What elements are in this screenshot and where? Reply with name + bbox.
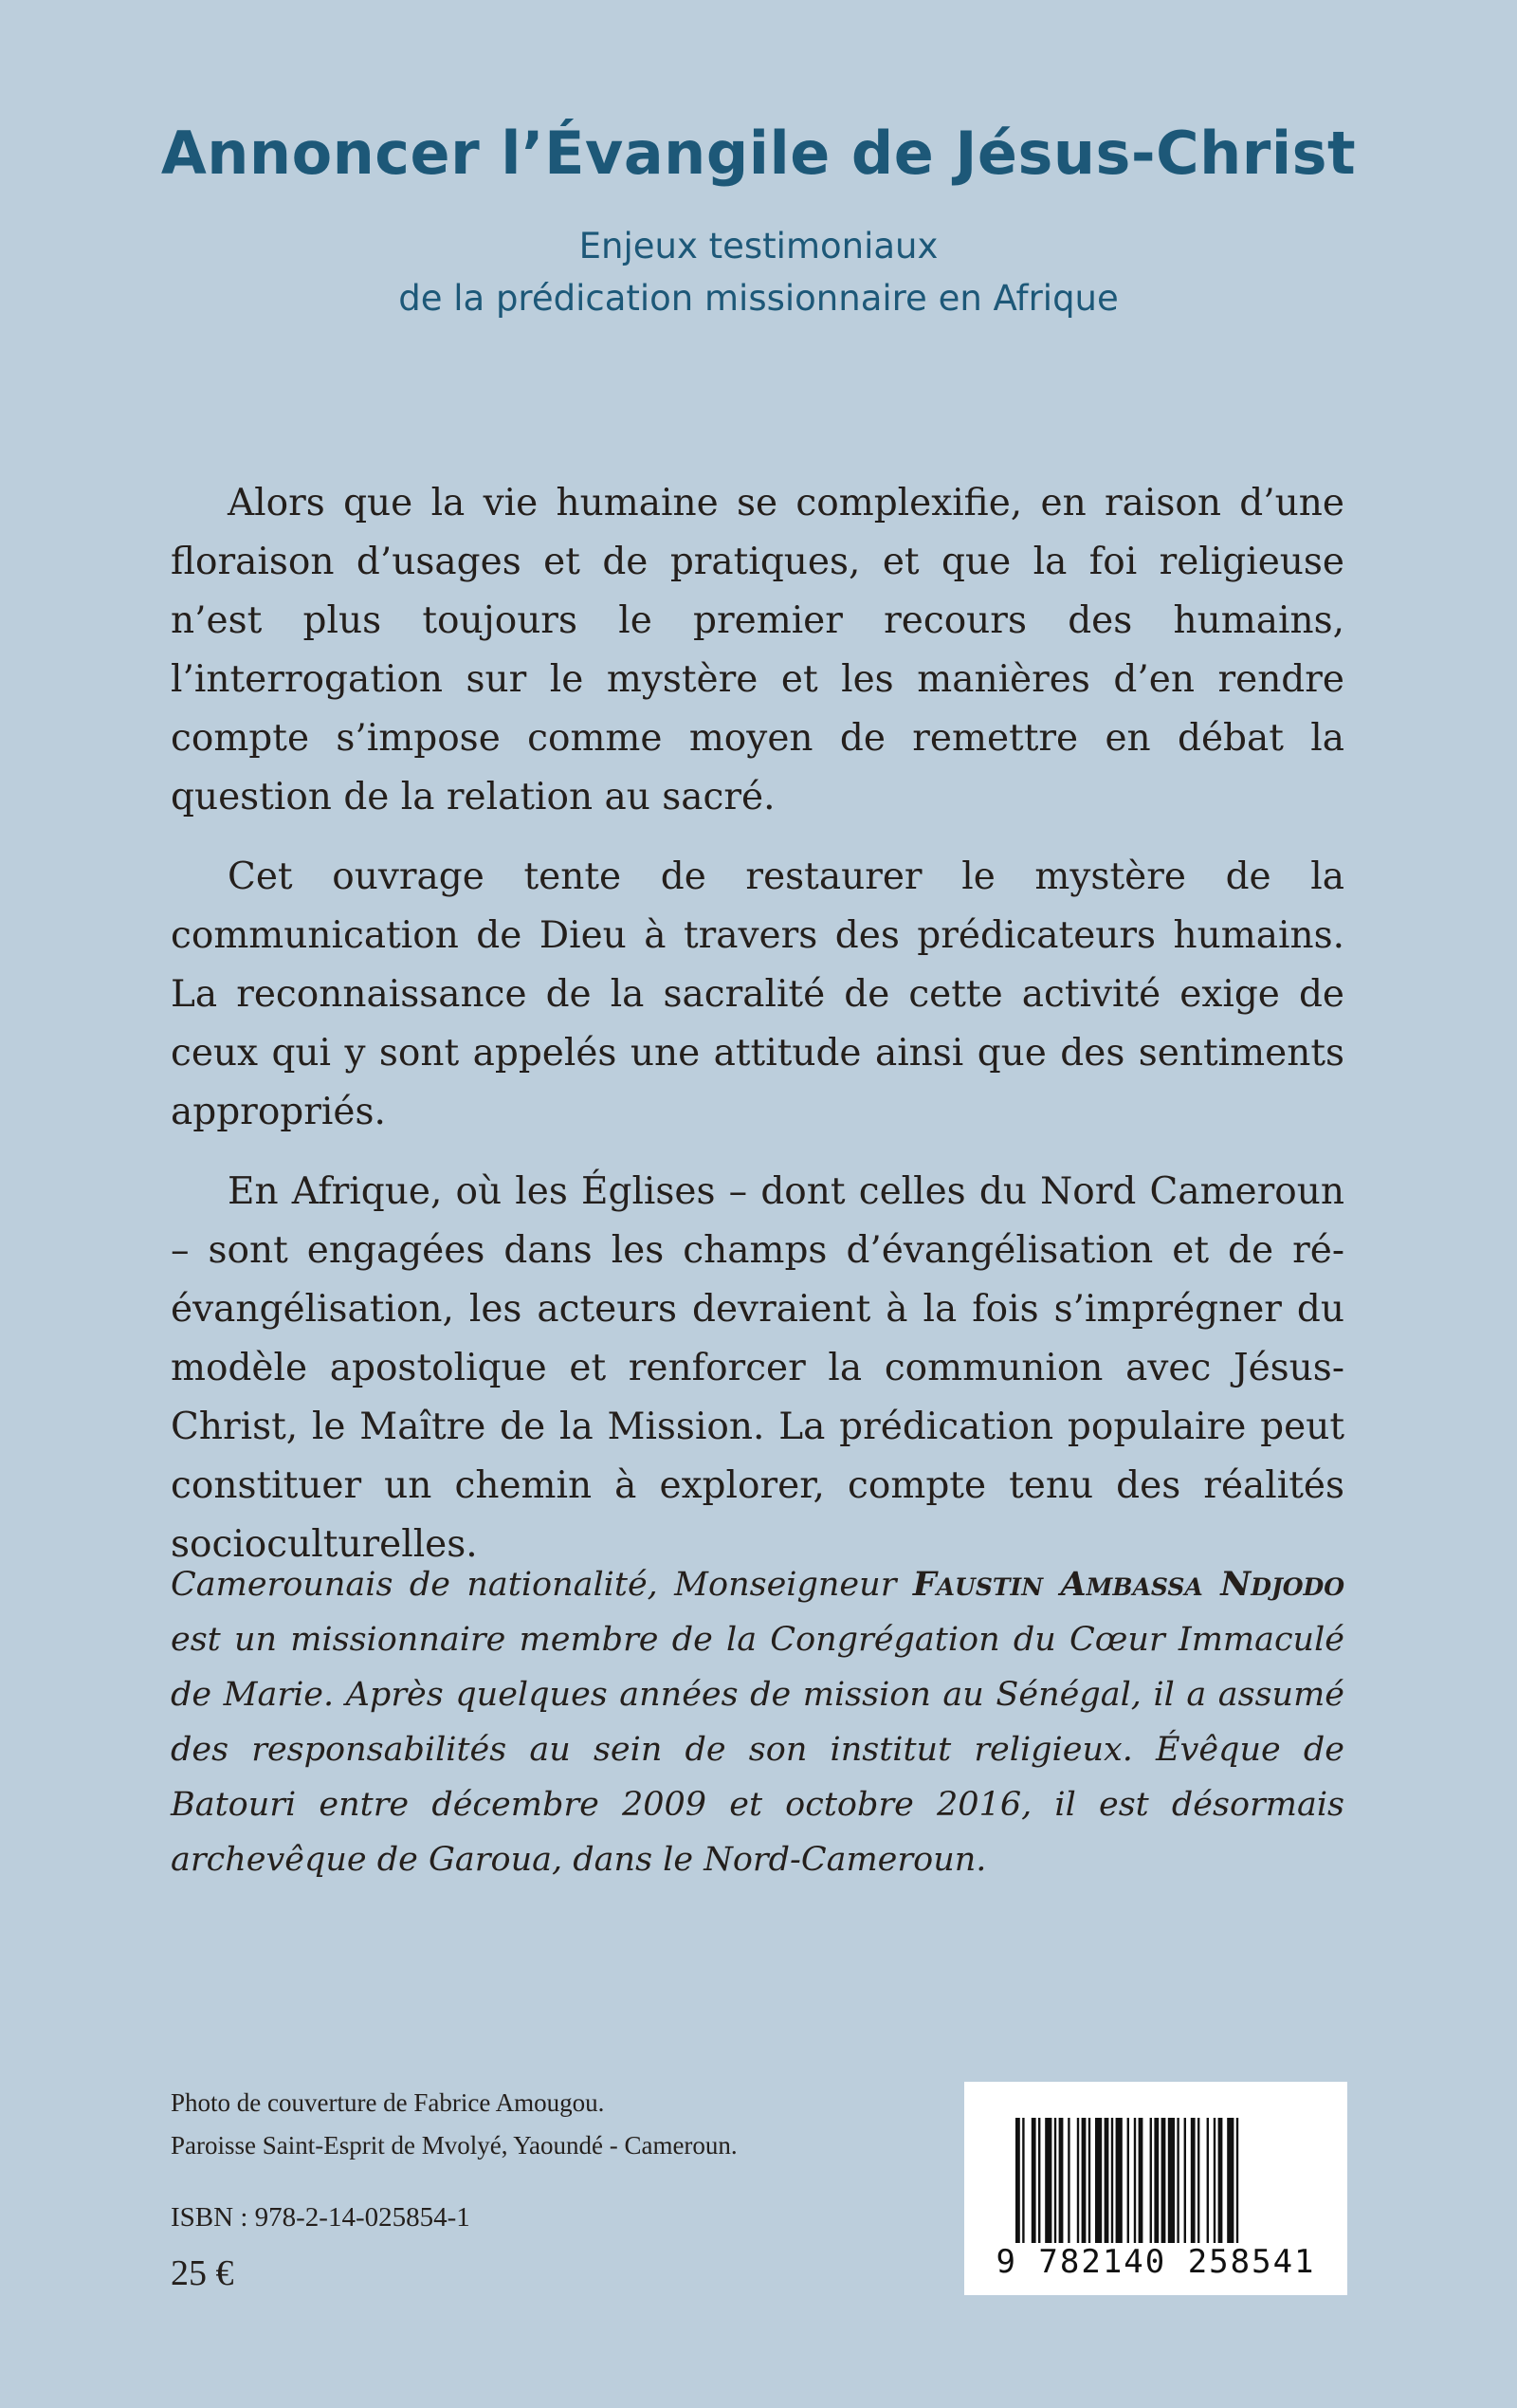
barcode-bar (1045, 2118, 1051, 2243)
barcode-bar (1168, 2118, 1175, 2243)
blurb-paragraph-2: Cet ouvrage tente de restaurer le mystère de la communication de Dieu à travers des prédicateurs humains. La reconnaissance de la sacralité de cette activité exige de ceux qui y sont appelés une attitude ainsi que des sentiments appropriés. (171, 855, 1344, 1133)
barcode-bar (1197, 2118, 1199, 2243)
barcode-bar (1227, 2118, 1234, 2243)
book-title: Annoncer l’Évangile de Jésus-Christ (160, 119, 1357, 188)
barcode-bar (1038, 2118, 1040, 2243)
barcode-bar (1059, 2118, 1064, 2243)
barcode-bars (1015, 2118, 1296, 2243)
subtitle-line-2: de la prédication missionnaire en Afrique (398, 278, 1119, 319)
barcode-bar (1105, 2118, 1109, 2243)
barcode-bar (1116, 2118, 1123, 2243)
barcode-bar (1068, 2118, 1069, 2243)
blurb-paragraph-1: Alors que la vie humaine se complexifie, en raison d’une floraison d’usages et de pratiques, et que la foi religieuse n’est plus toujours le premier recours des humains, l’interrogation sur le mystère et les manières d’en rendre compte s’impose comme moyen de remettre en débat la question de la relation au sacré. (171, 482, 1344, 818)
barcode-bar (1032, 2118, 1036, 2243)
credits-line-2: Paroisse Saint-Esprit de Mvolyé, Yaoundé - Cameroun. (171, 2131, 738, 2160)
barcode-bar (1054, 2118, 1056, 2243)
author-name: Faustin Ambassa Ndjodo (912, 1565, 1345, 1604)
barcode-bar (1022, 2118, 1024, 2243)
credits-line-1: Photo de couverture de Fabrice Amougou. (171, 2088, 605, 2117)
barcode-bar (1218, 2118, 1223, 2243)
bio-intro: Camerounais de nationalité, Monseigneur (171, 1566, 913, 1604)
barcode-bar (1134, 2118, 1136, 2243)
barcode-bar (1127, 2118, 1129, 2243)
price: 25 € (171, 2253, 234, 2293)
blurb-paragraph-3: En Afrique, où les Églises – dont celles du Nord Cameroun – sont engagées dans les champs d’évangélisation et de ré-évangélisation, les acteurs devraient à la fois s’imprégner du modèle apostolique et renforcer la communion avec Jésus-Christ, le Maître de la Mission. La prédication populaire peut constituer un chemin à explorer, compte tenu des réalités socioculturelles. (171, 1170, 1344, 1566)
barcode-bar (1207, 2118, 1209, 2243)
barcode-bar (1154, 2118, 1159, 2243)
barcode-bar (1139, 2118, 1143, 2243)
barcode-bar (1177, 2118, 1179, 2243)
barcode-bar (1214, 2118, 1215, 2243)
barcode-digits: 9 782140 258541 (996, 2243, 1316, 2281)
barcode-bar (1150, 2118, 1152, 2243)
isbn: ISBN : 978-2-14-025854-1 (171, 2202, 470, 2233)
barcode-bar (1111, 2118, 1113, 2243)
blurb (171, 474, 1344, 1595)
barcode-bar (1161, 2118, 1166, 2243)
barcode-bar (1184, 2118, 1186, 2243)
barcode-bar (1082, 2118, 1087, 2243)
subtitle-line-1: Enjeux testimoniaux (578, 226, 939, 267)
barcode-bar (1015, 2118, 1020, 2243)
author-bio (171, 1557, 1344, 1887)
barcode-bar (1191, 2118, 1196, 2243)
book-subtitle (0, 220, 1517, 324)
barcode-bar (1236, 2118, 1238, 2243)
barcode (964, 2082, 1347, 2295)
photo-credits (171, 2082, 738, 2167)
barcode-bar (1088, 2118, 1090, 2243)
barcode-bar (1077, 2118, 1079, 2243)
barcode-bar (1095, 2118, 1102, 2243)
bio-body: est un missionnaire membre de la Congrégation du Cœur Immaculé de Marie. Après quelques années de mission au Sénégal, il a assumé des responsabilités au sein de son institut religieux. Évêque de Batouri entre décembre 2009 et octobre 2016, il est désormais archevêque de Garoua, dans le Nord-Cameroun. (171, 1621, 1344, 1879)
